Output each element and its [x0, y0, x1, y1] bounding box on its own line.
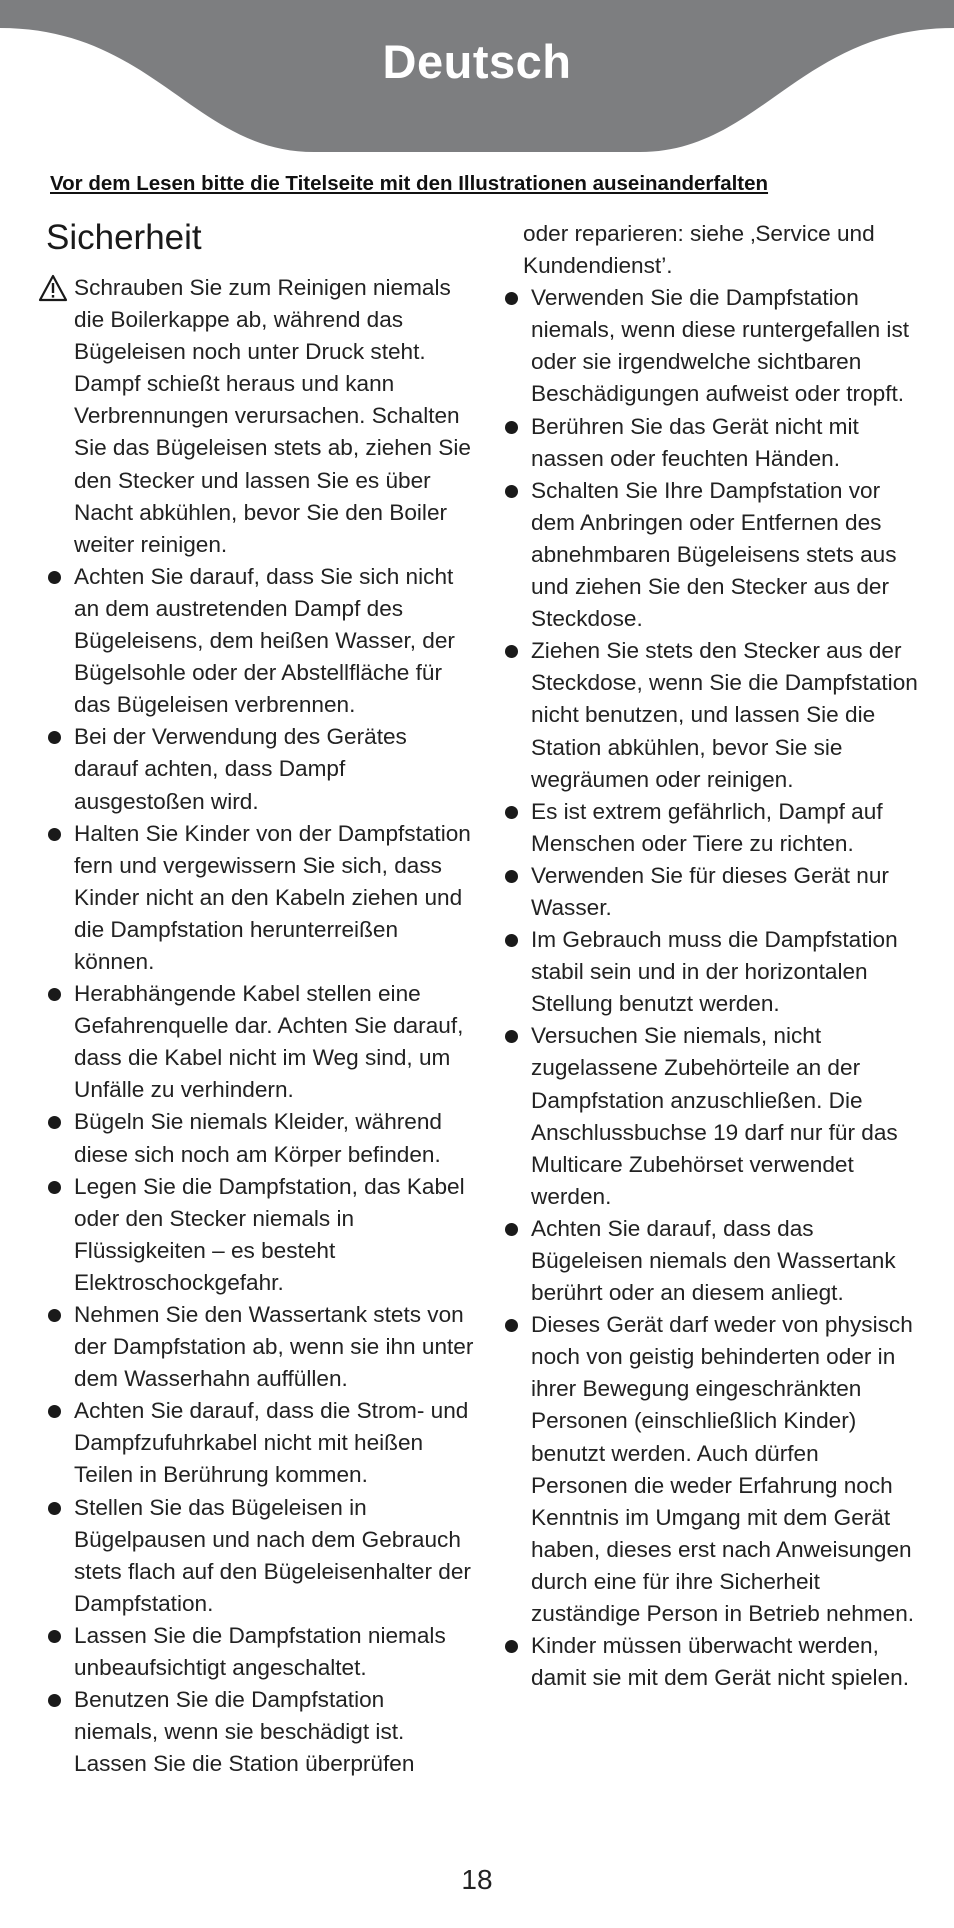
bullet-dot-icon [505, 934, 518, 947]
list-item-text: Im Gebrauch muss die Dampfstation stabil sein und in der horizontalen Stellung benutzt werden. [531, 927, 898, 1017]
list-item [501, 411, 921, 475]
list-item [501, 635, 921, 795]
list-item [501, 924, 921, 1020]
list-item-text: Herabhängende Kabel stellen eine Gefahrenquelle dar. Achten Sie darauf, dass die Kabel nicht im Weg sind, um Unfälle zu verhindern. [74, 981, 464, 1103]
list-item [44, 1171, 474, 1299]
list-item [501, 1213, 921, 1309]
list-item-text: Bei der Verwendung des Gerätes darauf achten, dass Dampf ausgestoßen wird. [74, 724, 407, 814]
list-item [44, 1299, 474, 1395]
list-item-text: Lassen Sie die Dampfstation niemals unbeaufsichtigt angeschaltet. [74, 1622, 446, 1681]
left-safety-list [44, 561, 474, 1781]
bullet-dot-icon [505, 1640, 518, 1653]
list-item-text: Kinder müssen überwacht werden, damit sie mit dem Gerät nicht spielen. [531, 1633, 909, 1691]
list-item [501, 1309, 921, 1630]
list-item [501, 1020, 921, 1213]
list-item-text: Nehmen Sie den Wassertank stets von der Dampfstation ab, wenn sie ihn unter dem Wasserhahn auffüllen. [74, 1302, 474, 1392]
list-item [501, 796, 921, 860]
bullet-dot-icon [48, 1694, 61, 1707]
list-item-text: Schalten Sie Ihre Dampfstation vor dem Anbringen oder Entfernen des abnehmbaren Bügeleisens stets aus und ziehen Sie den Stecker aus der Steckdose. [531, 477, 897, 632]
list-item-text: Berühren Sie das Gerät nicht mit nassen oder feuchten Händen. [531, 413, 859, 471]
list-item [44, 561, 474, 721]
list-item-text: Legen Sie die Dampfstation, das Kabel oder den Stecker niemals in Flüssigkeiten – es besteht Elektroschockgefahr. [74, 1173, 465, 1295]
list-item [44, 818, 474, 978]
section-title: Sicherheit [46, 218, 202, 257]
warning-item [44, 272, 474, 561]
right-column [501, 218, 921, 1694]
bullet-dot-icon [48, 1181, 61, 1194]
bullet-dot-icon [48, 1502, 61, 1515]
language-title: Deutsch [382, 35, 572, 88]
list-item [501, 860, 921, 924]
list-item-text: Halten Sie Kinder von der Dampfstation fern und vergewissern Sie sich, dass Kinder nicht an den Kabeln ziehen und die Dampfstation herunterreißen können. [74, 820, 471, 974]
bullet-dot-icon [48, 571, 61, 584]
list-item [44, 1492, 474, 1620]
bullet-dot-icon [48, 988, 61, 1001]
list-item-text: Achten Sie darauf, dass die Strom- und Dampfzufuhrkabel nicht mit heißen Teilen in Berührung kommen. [74, 1398, 469, 1488]
bullet-dot-icon [505, 421, 518, 434]
list-item-text: Achten Sie darauf, dass das Bügeleisen niemals den Wassertank berührt oder an diesem anliegt. [531, 1215, 896, 1306]
warning-text: Schrauben Sie zum Reinigen niemals die Boilerkappe ab, während das Bügeleisen noch unter Druck steht. Dampf schießt heraus und kann Verbrennungen verursachen. Schalten Sie das Bügeleisen stets ab, ziehen Sie den Stecker und lassen Sie es über Nacht abkühlen, bevor Sie den Boiler weiter reinigen. [74, 275, 471, 557]
list-item-text: Verwenden Sie für dieses Gerät nur Wasser. [531, 862, 889, 920]
list-item-text: Ziehen Sie stets den Stecker aus der Steckdose, wenn Sie die Dampfstation nicht benutzen, und lassen Sie die Station abkühlen, bevor Sie sie wegräumen oder reinigen. [531, 638, 918, 792]
list-item [44, 1684, 474, 1780]
bullet-dot-icon [48, 1116, 61, 1129]
list-item [44, 1395, 474, 1491]
list-item [44, 1620, 474, 1684]
list-item [501, 1630, 921, 1694]
bullet-dot-icon [505, 485, 518, 498]
bullet-dot-icon [505, 1030, 518, 1043]
warning-triangle-icon [38, 274, 68, 302]
left-column [44, 218, 474, 1780]
list-item [44, 1106, 474, 1170]
bullet-dot-icon [48, 1309, 61, 1322]
list-item [501, 475, 921, 635]
list-item-text: Dieses Gerät darf weder von physisch noch von geistig behinderten oder in ihrer Bewegung eingeschränkten Personen (einschließlich Kinder) benutzt werden. Auch dürfen Personen die weder Erfahrung noch Kenntnis im Umgang mit dem Gerät haben, dieses erst nach Anweisungen durch eine für ihre Sicherheit zuständige Person in Betrieb nehmen. [531, 1312, 915, 1627]
bullet-dot-icon [48, 828, 61, 841]
fold-out-instruction: Vor dem Lesen bitte die Titelseite mit den Illustrationen auseinanderfalten [50, 172, 769, 195]
bullet-dot-icon [48, 1405, 61, 1418]
continuation-text: oder reparieren: siehe ‚Service und Kundendienst’. [523, 221, 875, 279]
bullet-dot-icon [505, 806, 518, 819]
list-item [44, 978, 474, 1106]
list-item-text: Benutzen Sie die Dampfstation niemals, wenn sie beschädigt ist. Lassen Sie die Station überprüfen [74, 1687, 415, 1777]
list-item-text: Es ist extrem gefährlich, Dampf auf Menschen oder Tiere zu richten. [531, 798, 883, 856]
bullet-dot-icon [48, 731, 61, 744]
bullet-dot-icon [505, 870, 518, 883]
list-item-text: Versuchen Sie niemals, nicht zugelassene Zubehörteile an der Dampfstation anzuschließen. Die Anschlussbuchse 19 darf nur für das Multicare Zubehörset verwendet werden. [531, 1023, 898, 1209]
list-item [44, 721, 474, 817]
list-item [501, 282, 921, 410]
bullet-dot-icon [505, 1223, 518, 1236]
bullet-dot-icon [48, 1630, 61, 1643]
list-item-text: Stellen Sie das Bügeleisen in Bügelpausen und nach dem Gebrauch stets flach auf den Bügeleisenhalter der Dampfstation. [74, 1494, 471, 1616]
bullet-dot-icon [505, 1319, 518, 1332]
list-item-text: Verwenden Sie die Dampfstation niemals, wenn diese runtergefallen ist oder sie irgendwelche sichtbaren Beschädigungen aufweist oder tropft. [531, 285, 910, 407]
list-item-text: Achten Sie darauf, dass Sie sich nicht an dem austretenden Dampf des Bügeleisens, dem heißen Wasser, der Bügelsohle oder der Abstellfläche für das Bügeleisen verbrennen. [74, 563, 455, 718]
list-item-text: Bügeln Sie niemals Kleider, während diese sich noch am Körper befinden. [74, 1109, 442, 1167]
bullet-dot-icon [505, 645, 518, 658]
bullet-dot-icon [505, 292, 518, 305]
right-safety-list [501, 282, 921, 1694]
page-number: 18 [461, 1864, 493, 1895]
